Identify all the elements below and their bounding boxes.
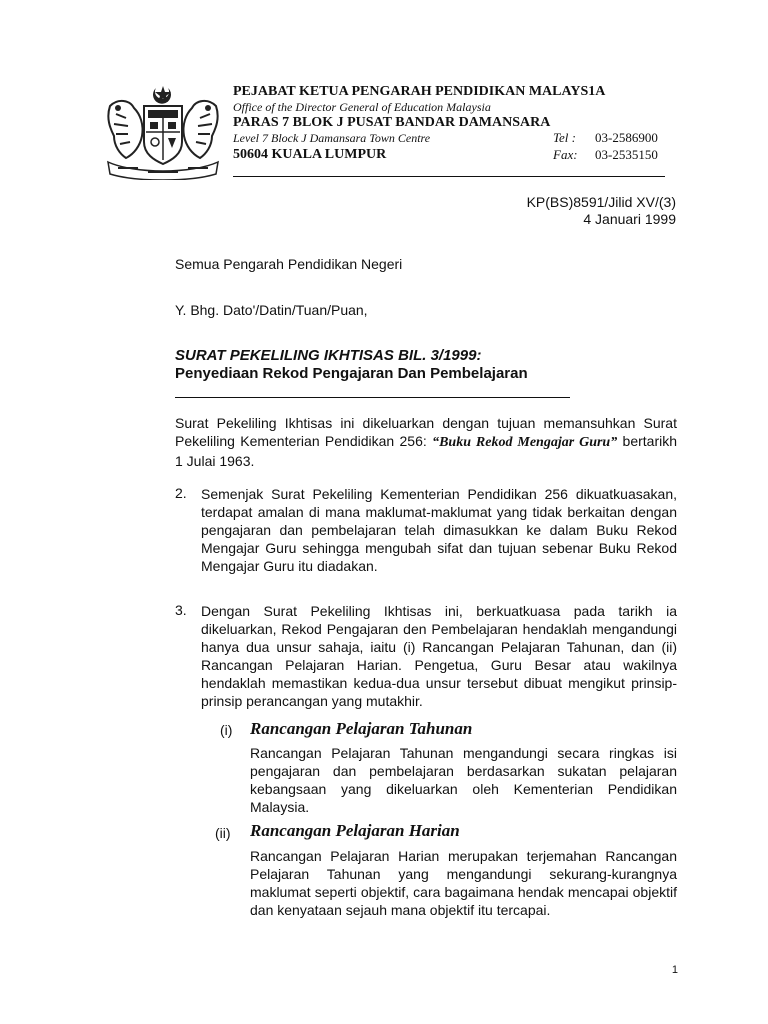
salutation: Y. Bhg. Dato'/Datin/Tuan/Puan,	[175, 302, 368, 318]
fax-label: Fax:	[553, 147, 578, 162]
reference-date: 4 Januari 1999	[583, 211, 676, 227]
address-line1-ms: PARAS 7 BLOK J PUSAT BANDAR DAMANSARA	[233, 115, 551, 130]
tel-label: Tel :	[553, 130, 576, 145]
paragraph-3: Dengan Surat Pekeliling Ikhtisas ini, berkuatkuasa pada tarikh ia dikeluarkan, Rekod Pengajaran den Pembelajaran hendaklah mengandungi hanya dua unsur sahaja, iaitu (i) Rancangan Pelajaran Tahunan, dan (ii) Rancangan Pelajaran Harian. Pengetua, Guru Besar atau wakilnya hendaklah memastikan kedua-dua unsur tersebut dibuat mengikut prinsip-prinsip perancangan yang mutakhir.	[201, 603, 677, 709]
telephone	[553, 130, 658, 146]
recipient: Semua Pengarah Pendidikan Negeri	[175, 256, 403, 272]
fax-value: 03-2535150	[595, 147, 658, 162]
item-2-text: Rancangan Pelajaran Harian merupakan terjemahan Rancangan Pelajaran Tahunan yang mengandungi sekurang-kurangnya maklumat seperti objektif, cara bagaimana hendak mencapai objektif dan kenyataan sejauh mana objektif itu tercapai.	[250, 848, 677, 918]
paragraph-1-lead: Surat Pekeliling Ikhtisas ini dikeluarkan dengan tujuan memansuhkan Surat Pekeliling Kementerian Pendidikan 256:	[175, 415, 677, 449]
subject-subtitle: Penyediaan Rekod Pengajaran Dan Pembelajaran	[175, 365, 528, 382]
paragraph-1-tail: bertarikh 1 Julai 1963.	[175, 433, 677, 469]
reference-number: KP(BS)8591/Jilid XV/(3)	[526, 194, 676, 210]
city-postcode: 50604 KUALA LUMPUR	[233, 147, 387, 162]
item-2-heading: Rancangan Pelajaran Harian	[250, 821, 460, 840]
paragraph-2-number: 2.	[175, 485, 187, 501]
address-line1-en: Level 7 Block J Damansara Town Centre	[233, 131, 431, 145]
tel-value: 03-2586900	[595, 130, 658, 145]
item-1-heading: Rancangan Pelajaran Tahunan	[250, 719, 473, 738]
page-number: 1	[671, 964, 678, 976]
item-1-text: Rancangan Pelajaran Tahunan mengandungi secara ringkas isi pengajaran dan pembelajaran berdasarkan sukatan pelajaran kebangsaan yang dikeluarkan oleh Kementerian Pendidikan Malaysia.	[250, 745, 677, 815]
letterhead-divider	[233, 176, 665, 177]
item-2-number: (ii)	[215, 825, 231, 841]
fax	[553, 147, 658, 163]
paragraph-1-emphasis: “Buku Rekod Mengajar Guru”	[432, 435, 618, 450]
org-name-en: Office of the Director General of Education Malaysia	[233, 100, 491, 114]
subject-title: SURAT PEKELILING IKHTISAS BIL. 3/1999:	[175, 347, 482, 364]
paragraph-2: Semenjak Surat Pekeliling Kementerian Pendidikan 256 dikuatkuasakan, terdapat amalan di mana maklumat-maklumat yang tidak berkaitan dengan pengajaran dan pembelajaran telah dimasukkan ke dalam Buku Rekod Mengajar Guru sehingga mengubah sifat dan tujuan sebenar Buku Rekod Mengajar Guru itu diadakan.	[201, 486, 677, 574]
malaysia-coat-of-arms-icon	[104, 84, 222, 180]
item-1-number: (i)	[220, 722, 233, 738]
org-name-ms: PEJABAT KETUA PENGARAH PENDIDIKAN MALAYS1A	[233, 84, 606, 99]
paragraph-3-number: 3.	[175, 602, 187, 618]
subject-underline	[175, 397, 570, 398]
paragraph-1	[175, 414, 677, 470]
